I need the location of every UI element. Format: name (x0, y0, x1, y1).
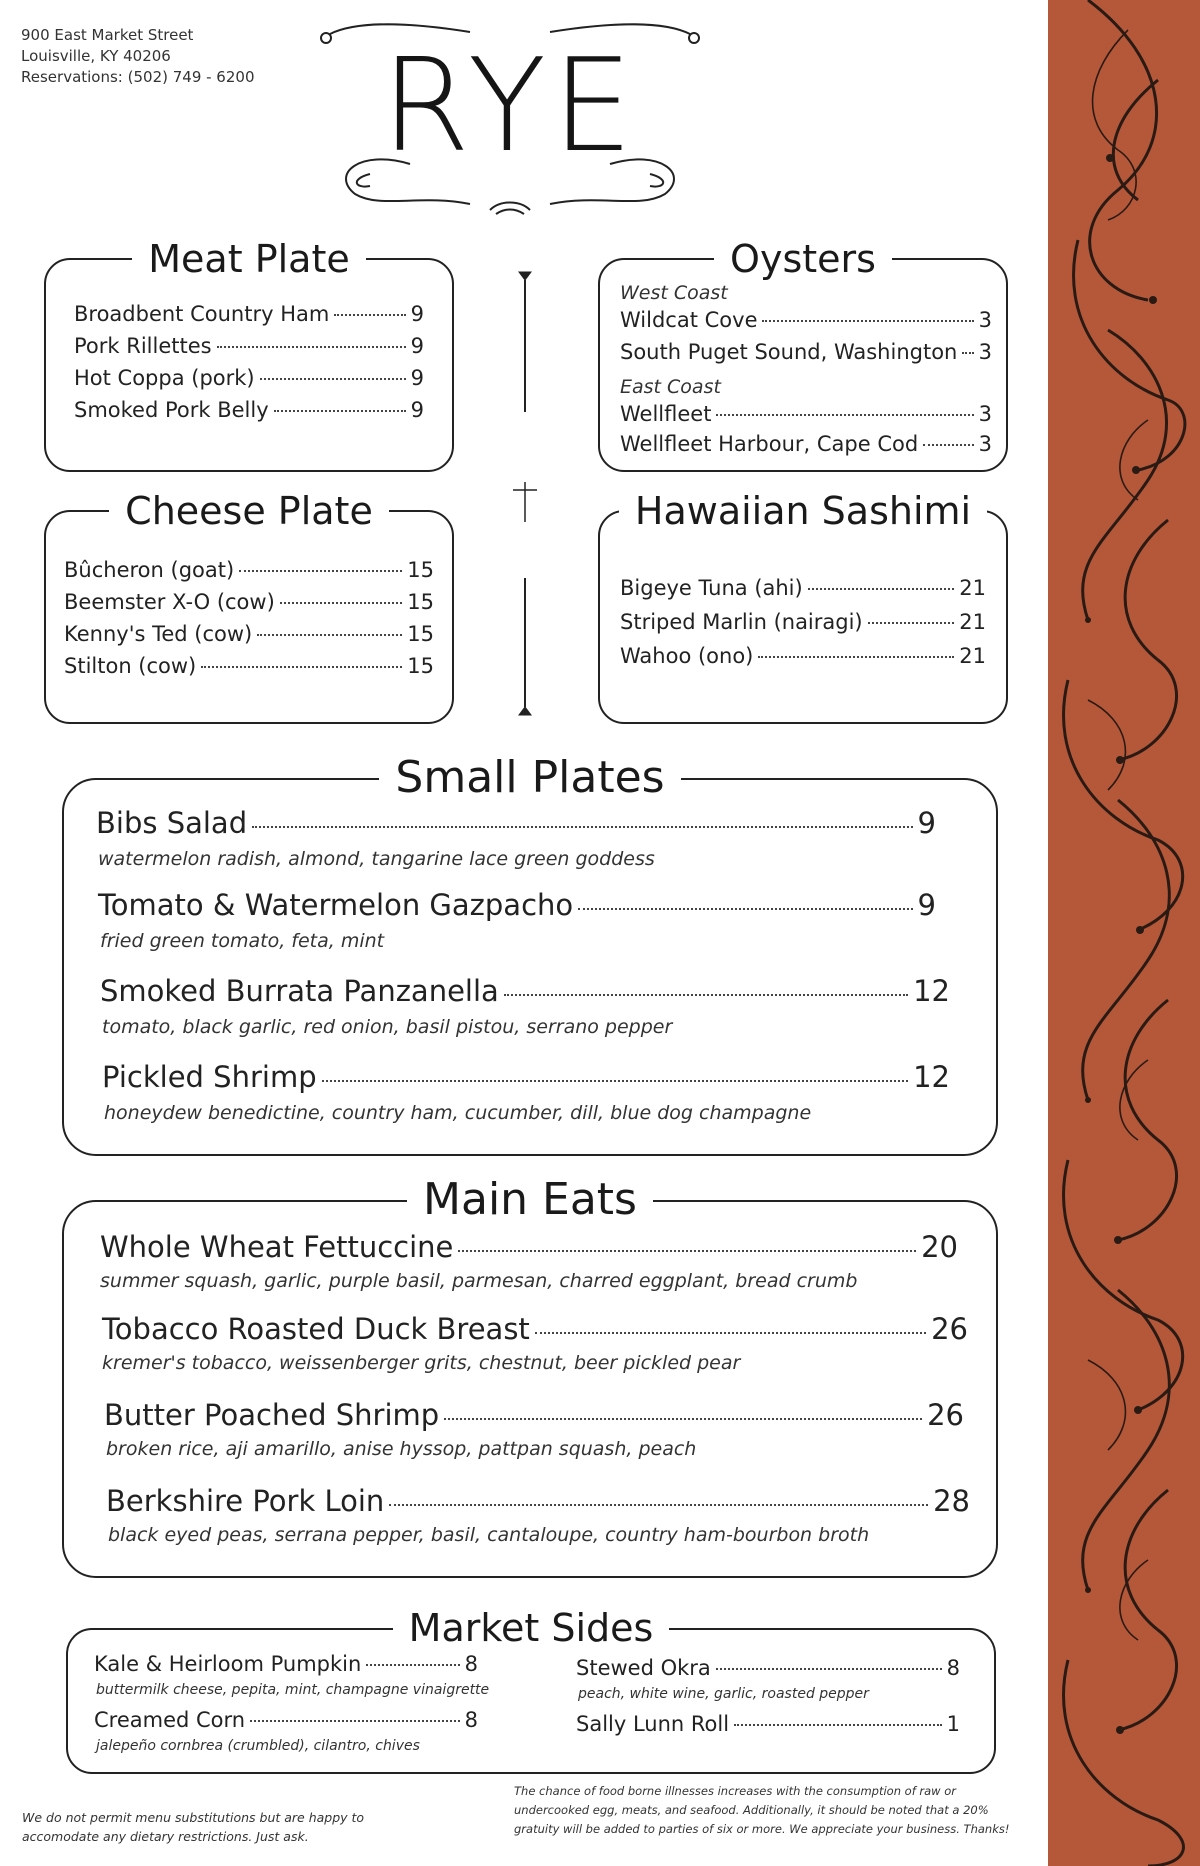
item-name: Creamed Corn (94, 1708, 246, 1732)
item-price: 9 (410, 334, 424, 358)
substitution-note-line-2: accomodate any dietary restrictions. Just ask. (22, 1829, 309, 1844)
item-price: 21 (959, 610, 986, 634)
small-plates-title: Small Plates (379, 748, 680, 808)
west-coast-label: West Coast (620, 282, 728, 304)
item-name: Wahoo (ono) (620, 644, 754, 668)
item-name: Striped Marlin (nairagi) (620, 610, 863, 634)
item-description: broken rice, aji amarillo, anise hyssop, pattpan squash, peach (106, 1438, 697, 1460)
leader-dots (366, 1664, 459, 1666)
item-price: 8 (946, 1656, 960, 1680)
leader-dots (458, 1250, 916, 1252)
item-name: Wildcat Cove (620, 308, 758, 332)
menu-item (106, 1484, 970, 1518)
restaurant-address (21, 25, 254, 88)
menu-item (102, 1060, 950, 1094)
item-name: South Puget Sound, Washington (620, 340, 958, 364)
main-eats-title: Main Eats (407, 1170, 653, 1230)
item-description: kremer's tobacco, weissenberger grits, chestnut, beer pickled pear (102, 1352, 741, 1374)
food-safety-note-line-3: gratuity will be added to parties of six or more. We appreciate your business. Thanks! (514, 1822, 1010, 1836)
oysters-panel (598, 237, 1008, 472)
item-name: Tomato & Watermelon Gazpacho (98, 888, 574, 922)
logo (300, 14, 720, 224)
item-name: Whole Wheat Fettuccine (100, 1230, 454, 1264)
menu-item (74, 302, 424, 326)
meat-plate-title: Meat Plate (132, 233, 365, 285)
item-price: 12 (913, 974, 950, 1008)
item-price: 20 (921, 1230, 958, 1264)
menu-item (576, 1712, 960, 1736)
address-line-2: Louisville, KY 40206 (21, 47, 171, 65)
item-price: 15 (407, 590, 434, 614)
substitution-note-line-1: We do not permit menu substitutions but are happy to (22, 1810, 365, 1825)
menu-item (74, 366, 424, 390)
item-price: 21 (959, 644, 986, 668)
item-name: Bigeye Tuna (ahi) (620, 576, 803, 600)
menu-item (104, 1398, 964, 1432)
hawaiian-sashimi-panel (598, 489, 1008, 724)
item-price: 26 (927, 1398, 964, 1432)
menu-item (576, 1656, 960, 1680)
menu-item (96, 806, 936, 840)
item-description: fried green tomato, feta, mint (100, 930, 385, 952)
menu-item (100, 974, 950, 1008)
leader-dots (923, 444, 973, 446)
item-name: Berkshire Pork Loin (106, 1484, 385, 1518)
menu-item (620, 340, 992, 364)
leader-dots (716, 414, 973, 416)
leader-dots (257, 634, 402, 636)
item-price: 8 (464, 1708, 478, 1732)
leader-dots (389, 1504, 928, 1506)
menu-item (64, 654, 434, 678)
item-price: 9 (410, 366, 424, 390)
item-name: Hot Coppa (pork) (74, 366, 255, 390)
item-description: summer squash, garlic, purple basil, parmesan, charred eggplant, bread crumb (100, 1270, 858, 1292)
meat-plate-panel (44, 237, 454, 472)
item-name: Bibs Salad (96, 806, 248, 840)
swirl-pattern-icon (1048, 0, 1200, 1866)
item-name: Stewed Okra (576, 1656, 711, 1680)
item-name: Kenny's Ted (cow) (64, 622, 253, 646)
item-price: 21 (959, 576, 986, 600)
leader-dots (762, 320, 973, 322)
item-name: Bûcheron (goat) (64, 558, 235, 582)
item-name: Tobacco Roasted Duck Breast (102, 1312, 530, 1346)
menu-item (620, 576, 986, 600)
item-description: watermelon radish, almond, tangarine lace green goddess (98, 848, 655, 870)
item-name: Pork Rillettes (74, 334, 212, 358)
menu-item (94, 1652, 478, 1676)
cheese-plate-panel (44, 489, 454, 724)
item-description: honeydew benedictine, country ham, cucumber, dill, blue dog champagne (104, 1102, 812, 1124)
market-sides-title: Market Sides (393, 1602, 670, 1654)
item-price: 9 (917, 806, 936, 840)
food-safety-note-line-1: The chance of food borne illnesses increases with the consumption of raw or (514, 1784, 957, 1798)
item-description: tomato, black garlic, red onion, basil pistou, serrano pepper (102, 1016, 673, 1038)
leader-dots (758, 656, 954, 658)
logo-text: RYE (381, 32, 639, 181)
item-price: 3 (978, 340, 992, 364)
vertical-divider-ornament-icon (505, 262, 545, 722)
item-price: 15 (407, 558, 434, 582)
substitution-note (22, 1808, 442, 1846)
hawaiian-sashimi-title: Hawaiian Sashimi (619, 485, 987, 537)
leader-dots (734, 1724, 942, 1726)
leader-dots (280, 602, 402, 604)
item-name: Beemster X-O (cow) (64, 590, 275, 614)
leader-dots (868, 622, 955, 624)
item-description: peach, white wine, garlic, roasted pepper (578, 1686, 869, 1702)
leader-dots (217, 346, 406, 348)
menu-item (620, 402, 992, 426)
menu-item (74, 398, 424, 422)
oysters-title: Oysters (714, 233, 892, 285)
leader-dots (504, 994, 908, 996)
item-description: black eyed peas, serrana pepper, basil, cantaloupe, country ham-bourbon broth (108, 1524, 870, 1546)
item-description: jalepeño cornbrea (crumbled), cilantro, chives (96, 1738, 420, 1754)
item-name: Smoked Pork Belly (74, 398, 269, 422)
item-name: Broadbent Country Ham (74, 302, 330, 326)
item-price: 12 (913, 1060, 950, 1094)
decorative-side-panel (1048, 0, 1200, 1866)
item-price: 3 (978, 402, 992, 426)
leader-dots (322, 1080, 908, 1082)
item-price: 3 (978, 308, 992, 332)
item-price: 15 (407, 654, 434, 678)
market-sides-panel (66, 1606, 996, 1774)
item-price: 9 (917, 888, 936, 922)
item-name: Kale & Heirloom Pumpkin (94, 1652, 362, 1676)
menu-item (620, 432, 992, 456)
item-name: Smoked Burrata Panzanella (100, 974, 499, 1008)
item-name: Sally Lunn Roll (576, 1712, 730, 1736)
menu-item (64, 590, 434, 614)
main-eats-panel (62, 1174, 998, 1578)
item-price: 28 (933, 1484, 970, 1518)
menu-item (620, 308, 992, 332)
leader-dots (578, 908, 912, 910)
menu-item (64, 558, 434, 582)
food-safety-note-line-2: undercooked egg, meats, and seafood. Additionally, it should be noted that a 20% (514, 1803, 989, 1817)
item-price: 3 (978, 432, 992, 456)
leader-dots (250, 1720, 460, 1722)
address-line-1: 900 East Market Street (21, 26, 194, 44)
item-price: 9 (410, 398, 424, 422)
item-name: Butter Poached Shrimp (104, 1398, 440, 1432)
item-price: 26 (931, 1312, 968, 1346)
leader-dots (444, 1418, 922, 1420)
leader-dots (535, 1332, 926, 1334)
leader-dots (716, 1668, 942, 1670)
item-name: Wellfleet (620, 402, 712, 426)
menu-item (98, 888, 936, 922)
item-name: Wellfleet Harbour, Cape Cod (620, 432, 919, 456)
item-name: Pickled Shrimp (102, 1060, 317, 1094)
menu-item (64, 622, 434, 646)
leader-dots (808, 588, 955, 590)
item-price: 8 (464, 1652, 478, 1676)
small-plates-panel (62, 752, 998, 1156)
cheese-plate-title: Cheese Plate (109, 485, 389, 537)
menu-item (620, 610, 986, 634)
leader-dots (274, 410, 406, 412)
menu-item (620, 644, 986, 668)
reservations-phone: Reservations: (502) 749 - 6200 (21, 68, 255, 86)
menu-item (94, 1708, 478, 1732)
item-price: 15 (407, 622, 434, 646)
item-description: buttermilk cheese, pepita, mint, champagne vinaigrette (96, 1682, 490, 1698)
leader-dots (252, 826, 912, 828)
menu-item (102, 1312, 968, 1346)
leader-dots (962, 352, 973, 354)
leader-dots (239, 570, 402, 572)
leader-dots (334, 314, 405, 316)
east-coast-label: East Coast (620, 376, 721, 398)
item-price: 9 (410, 302, 424, 326)
menu-item (74, 334, 424, 358)
food-safety-note (514, 1782, 1044, 1839)
item-name: Stilton (cow) (64, 654, 197, 678)
item-price: 1 (946, 1712, 960, 1736)
leader-dots (260, 378, 406, 380)
leader-dots (201, 666, 402, 668)
menu-item (100, 1230, 958, 1264)
